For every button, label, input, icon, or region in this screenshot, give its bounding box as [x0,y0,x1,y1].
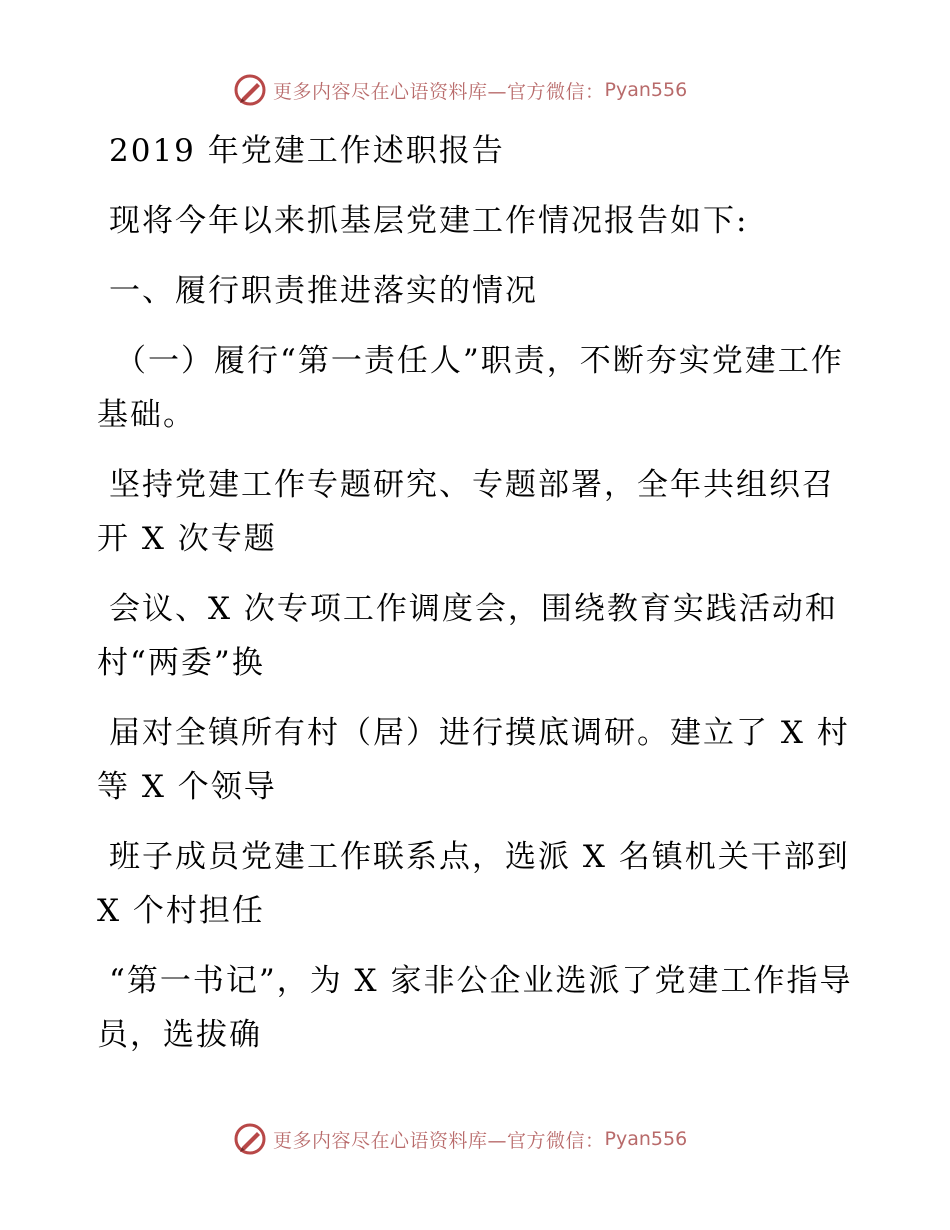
document-title: 2019 年党建工作述职报告 [109,133,505,169]
paragraph-body: 班子成员党建工作联系点，选派 X 名镇机关干部到 X 个村担任 [97,839,850,929]
paragraph-body: “第一书记”，为 X 家非公企业选派了党建工作指导员，选拔确 [97,963,853,1053]
paragraph-body: 会议、X 次专项工作调度会，围绕教育实践活动和村“两委”换 [97,591,838,681]
pen-seal-icon [233,1122,267,1156]
header-watermark [233,72,687,108]
subsection-heading: （一）履行“第一责任人”职责，不断夯实党建工作基础。 [97,343,844,433]
paragraph-intro: 现将今年以来抓基层党建工作情况报告如下: [109,203,749,239]
watermark-text: 更多内容尽在心语资料库—官方微信： [273,80,605,103]
footer-watermark [233,1121,687,1157]
watermark-handle: Pyan556 [604,1128,688,1150]
watermark-handle: Pyan556 [604,79,688,101]
paragraph-body: 届对全镇所有村（居）进行摸底调研。建立了 X 村等 X 个领导 [97,715,850,805]
watermark-text: 更多内容尽在心语资料库—官方微信： [273,1129,605,1152]
section-heading: 一、履行职责推进落实的情况 [109,273,538,309]
paragraph-body: 坚持党建工作专题研究、专题部署，全年共组织召开 X 次专题 [97,467,835,557]
pen-seal-icon [233,73,267,107]
document-body [97,124,857,1078]
